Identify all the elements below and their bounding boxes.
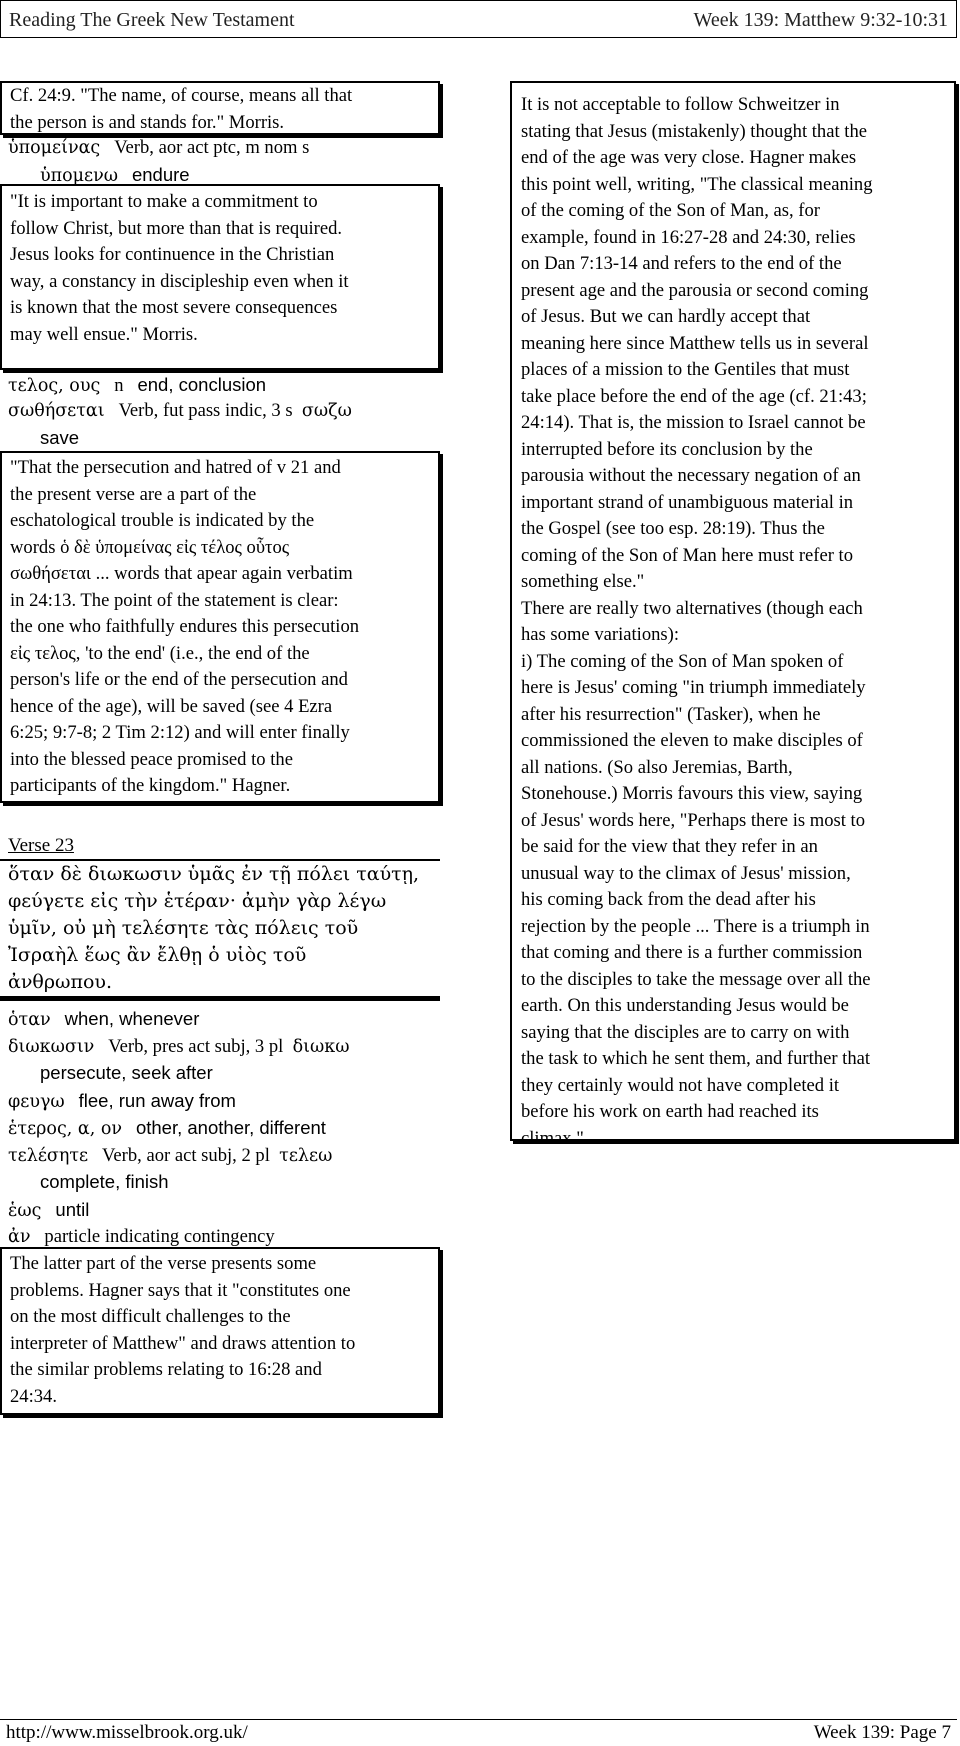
- commentary-line: commissioned the eleven to make disciples of: [521, 730, 863, 751]
- commentary-line: coming of the Son of Man here must refer to: [521, 544, 854, 566]
- commentary-line: the task to which he sent them, and further that: [521, 1048, 871, 1069]
- commentary-line: parousia without the necessary negation of an: [521, 465, 861, 486]
- quote-line: hence of the age), will be saved (see 4 Ezra: [10, 695, 333, 717]
- commentary-line: of Jesus' words here, "Perhaps there is most to: [521, 809, 866, 831]
- verse-greek-text: [0, 859, 440, 998]
- commentary-line: important strand of unambiguous material in: [521, 491, 854, 513]
- quote-line: the one who faithfully endures this persecution: [10, 616, 360, 637]
- greek-word: ὑπομείνας: [8, 138, 101, 158]
- quote-line: may well ensue." Morris.: [10, 323, 198, 345]
- quote-line: "It is important to make a commitment to: [10, 191, 318, 212]
- note-line: on the most difficult challenges to the: [10, 1306, 291, 1327]
- commentary-line: i) The coming of the Son of Man spoken of: [521, 650, 844, 672]
- quote-line: the present verse are a part of the: [10, 483, 257, 505]
- commentary-line: of the coming of the Son of Man, as, for: [521, 200, 820, 221]
- commentary-line: that coming and there is a further commission: [521, 942, 863, 963]
- note-latter-part: [0, 1247, 440, 1415]
- commentary-line: of Jesus. But we can hardly accept that: [521, 306, 811, 327]
- commentary-line: There are really two alternatives (though each: [521, 597, 863, 619]
- gloss: complete, finish: [40, 1171, 169, 1192]
- commentary-line: here is Jesus' coming "in triumph immediately: [521, 677, 866, 698]
- gloss: until: [55, 1198, 90, 1220]
- vocab-heteros: [8, 1115, 438, 1143]
- commentary-line: earth. On this understanding Jesus would be: [521, 995, 849, 1016]
- footer-url-link[interactable]: http://www.misselbrook.org.uk/: [6, 1722, 248, 1743]
- quote-line: is known that the most severe consequences: [10, 297, 338, 318]
- commentary-line: after his resurrection" (Tasker), when he: [521, 703, 821, 725]
- verse-line: φεύγετε εἰς τὴν ἑτέραν· ἀμὴν γὰρ λέγω: [8, 890, 387, 912]
- quote-line: eschatological trouble is indicated by the: [10, 510, 315, 531]
- greek-word: ἑτερος, α, ον: [8, 1119, 123, 1139]
- verse-line: ὅταν δὲ διωκωσιν ὑμᾶς ἐν τῇ πόλει ταύτῃ,: [8, 863, 420, 885]
- commentary-line: rejection by the people ... There is a triumph in: [521, 915, 870, 937]
- vocab-telos: [8, 372, 438, 400]
- gloss: save: [40, 426, 80, 448]
- commentary-line: meaning here since Matthew tells us in several: [521, 332, 869, 354]
- gloss: when, whenever: [64, 1008, 200, 1029]
- vocab-sothesetai: [8, 398, 438, 452]
- note-line: 24:34.: [10, 1385, 58, 1407]
- greek-word: ἑως: [8, 1200, 42, 1221]
- commentary-line: stating that Jesus (mistakenly) thought that the: [521, 120, 867, 142]
- lemma: τελεω: [279, 1145, 333, 1166]
- vocab-list: [8, 1006, 438, 1251]
- quote-line: the person is and stands for." Morris.: [10, 111, 285, 133]
- quote-line: participants of the kingdom." Hagner.: [10, 775, 291, 796]
- parse-info: Verb, aor act ptc, m nom s: [114, 137, 310, 158]
- commentary-line: climax.": [521, 1127, 584, 1149]
- commentary-line: they certainly would not have completed it: [521, 1074, 840, 1096]
- parse-info: Verb, fut pass indic, 3 s: [118, 400, 293, 421]
- greek-word: ὁταν: [8, 1010, 51, 1030]
- commentary-line: all nations. (So also Jeremias, Barth,: [521, 756, 793, 778]
- parse-info: n: [114, 375, 124, 396]
- parse-info: Verb, pres act subj, 3 pl: [108, 1035, 284, 1057]
- greek-word: διωκωσιν: [8, 1036, 95, 1057]
- right-column-commentary: [510, 81, 956, 1149]
- commentary-line: to the disciples to take the message over all the: [521, 968, 871, 990]
- verse-line: ὑμῖν, οὐ μὴ τελέσητε τὰς πόλεις τοῦ: [8, 917, 359, 939]
- footer-page-number: Week 139: Page 7: [813, 1722, 951, 1743]
- greek-word: σωθήσεται: [8, 401, 105, 421]
- quote-line: Jesus looks for continuence in the Christian: [10, 244, 335, 265]
- quote-line: σωθήσεται ... words that apear again verbatim: [10, 563, 353, 584]
- quote-line: in 24:13. The point of the statement is clear:: [10, 589, 339, 611]
- commentary-line: this point well, writing, "The classical meaning: [521, 173, 873, 195]
- quote-line: follow Christ, but more than that is required.: [10, 217, 343, 239]
- quote-hagner-persecution: [0, 451, 440, 803]
- commentary-line: interrupted before its conclusion by the: [521, 438, 813, 460]
- quote-morris-commitment: [0, 184, 440, 370]
- quote-morris-name: [0, 81, 440, 135]
- verse-heading: Verse 23: [8, 835, 74, 856]
- header-title: Reading The Greek New Testament: [9, 9, 295, 31]
- commentary-line: unusual way to the climax of Jesus' mission,: [521, 862, 851, 884]
- lemma: ὑπομενω: [40, 165, 119, 186]
- page-header: [0, 0, 957, 38]
- vocab-pheugo: [8, 1088, 438, 1116]
- note-line: the similar problems relating to 16:28 and: [10, 1359, 322, 1380]
- note-line: interpreter of Matthew" and draws attention to: [10, 1332, 356, 1354]
- greek-word: τελέσητε: [8, 1145, 89, 1166]
- greek-word: τελος, ους: [8, 376, 101, 396]
- gloss: flee, run away from: [78, 1089, 236, 1111]
- parse-info: Verb, aor act subj, 2 pl: [102, 1144, 270, 1166]
- commentary-line: the Gospel (see too esp. 28:19). Thus the: [521, 518, 825, 539]
- commentary-line: be said for the view that they refer in an: [521, 836, 818, 857]
- commentary-line: take place before the end of the age (cf. 21:43;: [521, 385, 867, 407]
- commentary-line: has some variations):: [521, 624, 680, 645]
- commentary-line: his coming back from the dead after his: [521, 889, 816, 910]
- gloss: end, conclusion: [137, 374, 267, 395]
- quote-line: εἰς τελος, 'to the end' (i.e., the end of the: [10, 642, 310, 664]
- vocab-hotan: [8, 1006, 438, 1034]
- verse-line: ἀνθρωπου.: [8, 971, 112, 993]
- commentary-line: places of a mission to the Gentiles that must: [521, 359, 850, 380]
- lemma: σωζω: [301, 401, 352, 421]
- verse-line: Ἰσραὴλ ἕως ἂν ἔλθῃ ὁ υἱὸς τοῦ: [8, 944, 307, 966]
- greek-word: ἀν: [8, 1227, 31, 1247]
- quote-line: person's life or the end of the persecution and: [10, 669, 348, 690]
- note-line: problems. Hagner says that it "constitutes one: [10, 1279, 351, 1301]
- quote-line: Cf. 24:9. "The name, of course, means all that: [10, 85, 353, 106]
- quote-line: words ὁ δὲ ὑπομείνας εἰς τέλος οὗτος: [10, 536, 290, 558]
- vocab-hypomeinas: [8, 135, 438, 189]
- commentary-line: 24:14). That is, the mission to Israel cannot be: [521, 412, 866, 433]
- commentary-line: example, found in 16:27-28 and 24:30, relies: [521, 226, 856, 248]
- commentary-line: end of the age was very close. Hagner makes: [521, 147, 857, 168]
- vocab-telesete: [8, 1143, 438, 1170]
- commentary-line: saying that the disciples are to carry on with: [521, 1021, 850, 1043]
- commentary-line: It is not acceptable to follow Schweitzer in: [521, 94, 840, 115]
- quote-line: into the blessed peace promised to the: [10, 748, 293, 770]
- page-footer: [0, 1719, 957, 1746]
- greek-word: φευγω: [8, 1091, 65, 1112]
- gloss: other, another, different: [135, 1117, 326, 1138]
- lemma: διωκω: [292, 1036, 350, 1057]
- note-line: The latter part of the verse presents some: [10, 1253, 317, 1274]
- commentary-line: present age and the parousia or second coming: [521, 279, 869, 301]
- gloss: particle indicating contingency: [44, 1226, 275, 1247]
- commentary-line: on Dan 7:13-14 and refers to the end of the: [521, 253, 842, 274]
- commentary-line: Stonehouse.) Morris favours this view, saying: [521, 783, 863, 804]
- vocab-diokosin: [8, 1034, 438, 1061]
- gloss: endure: [131, 163, 190, 185]
- vocab-heos: [8, 1197, 438, 1225]
- commentary-line: before his work on earth had reached its: [521, 1101, 819, 1122]
- quote-line: way, a constancy in discipleship even when it: [10, 270, 349, 292]
- gloss: persecute, seek after: [40, 1062, 213, 1083]
- header-week: Week 139: Matthew 9:32-10:31: [693, 9, 948, 31]
- commentary-line: something else.": [521, 571, 645, 592]
- quote-line: 6:25; 9:7-8; 2 Tim 2:12) and will enter finally: [10, 722, 350, 743]
- quote-line: "That the persecution and hatred of v 21 and: [10, 457, 341, 478]
